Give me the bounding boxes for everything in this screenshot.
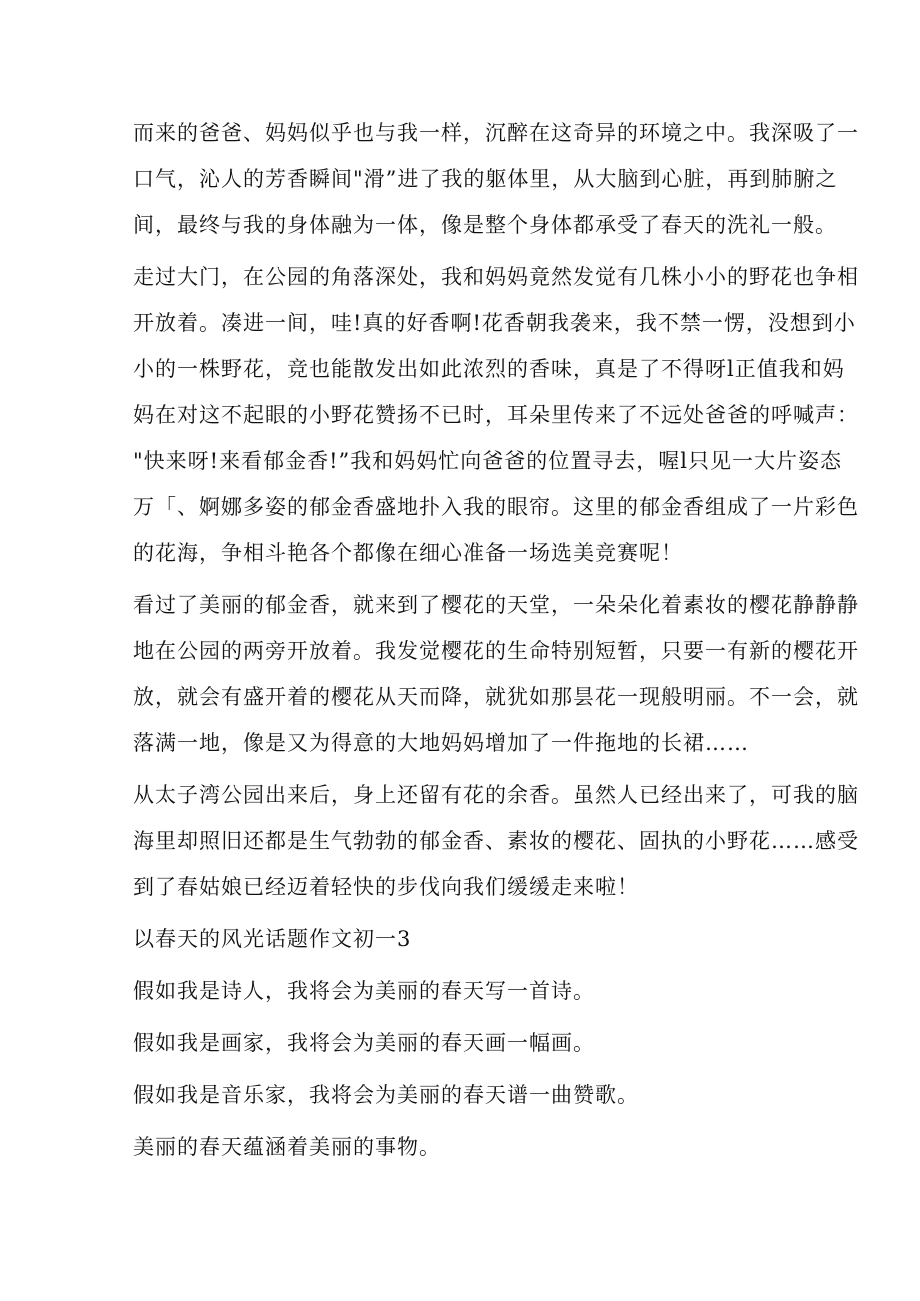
text-line: 从太子湾公园出来后，身上还留有花的余香。虽然人已经出来了，可我的脑 — [133, 783, 859, 807]
text-line: 海里却照旧还都是生气勃勃的郁金香、素妆的樱花、固执的小野花……感受 — [133, 829, 859, 853]
text-line: 地在公园的两旁开放着。我发觉樱花的生命特别短暂，只要一有新的樱花开 — [133, 639, 859, 663]
text-line: 万「、婀娜多姿的郁金香盛地扑入我的眼帘。这里的郁金香组成了一片彩色 — [133, 495, 859, 519]
paragraph — [133, 582, 859, 766]
paragraph — [133, 110, 859, 248]
text-line: "快来呀!来看郁金香!”我和妈妈忙向爸爸的位置寻去，喔l只见一大片姿态 — [133, 449, 842, 473]
text-line: 口气，沁人的芳香瞬间"滑”进了我的躯体里，从大脑到心脏，再到肺腑之 — [133, 167, 838, 191]
text-line: 假如我是诗人，我将会为美丽的春天写一首诗。 — [133, 979, 595, 1003]
paragraph — [133, 968, 793, 1014]
text-line: 间，最终与我的身体融为一体，像是整个身体都承受了春天的洗礼一般。 — [133, 213, 837, 237]
text-line: 看过了美丽的郁金香，就来到了樱花的天堂，一朵朵化着素妆的樱花静静静 — [133, 593, 859, 617]
paragraph — [133, 1072, 793, 1118]
text-line: 小的一株野花，竞也能散发出如此浓烈的香味，真是了不得呀l正值我和妈 — [133, 357, 845, 381]
text-line: 而来的爸爸、妈妈似乎也与我一样，沉醉在这奇异的环境之中。我深吸了一 — [133, 121, 859, 145]
text-line: 的花海，争相斗艳各个都像在细心准备一场选美竞赛呢！ — [133, 541, 683, 565]
text-line: 走过大门，在公园的角落深处，我和妈妈竟然发觉有几株小小的野花也争相 — [133, 265, 859, 289]
text-line: 以春天的风光话题作文初一3 — [133, 927, 412, 951]
paragraph — [133, 1124, 793, 1170]
paragraph — [133, 1020, 793, 1066]
paragraph — [133, 916, 793, 962]
text-line: 假如我是画家，我将会为美丽的春天画一幅画。 — [133, 1031, 595, 1055]
paragraph — [133, 772, 859, 910]
text-line: 落满一地，像是又为得意的大地妈妈增加了一件拖地的长裙…… — [133, 731, 749, 755]
text-line: 到了春姑娘已经迈着轻快的步伐向我们缓缓走来啦！ — [133, 875, 639, 899]
paragraph — [133, 254, 859, 576]
document-body — [133, 110, 859, 1176]
text-line: 妈在对这不起眼的小野花赞扬不已时，耳朵里传来了不远处爸爸的呼喊声： — [133, 403, 859, 427]
text-line: 假如我是音乐家，我将会为美丽的春天谱一曲赞歌。 — [133, 1083, 639, 1107]
text-line: 放，就会有盛开着的樱花从天而降，就犹如那昙花一现般明丽。不一会，就 — [133, 685, 859, 709]
text-line: 开放着。凑进一间，哇!真的好香啊!花香朝我袭来，我不禁一愣，没想到小 — [133, 311, 856, 335]
text-line: 美丽的春天蕴涵着美丽的事物。 — [133, 1135, 441, 1159]
